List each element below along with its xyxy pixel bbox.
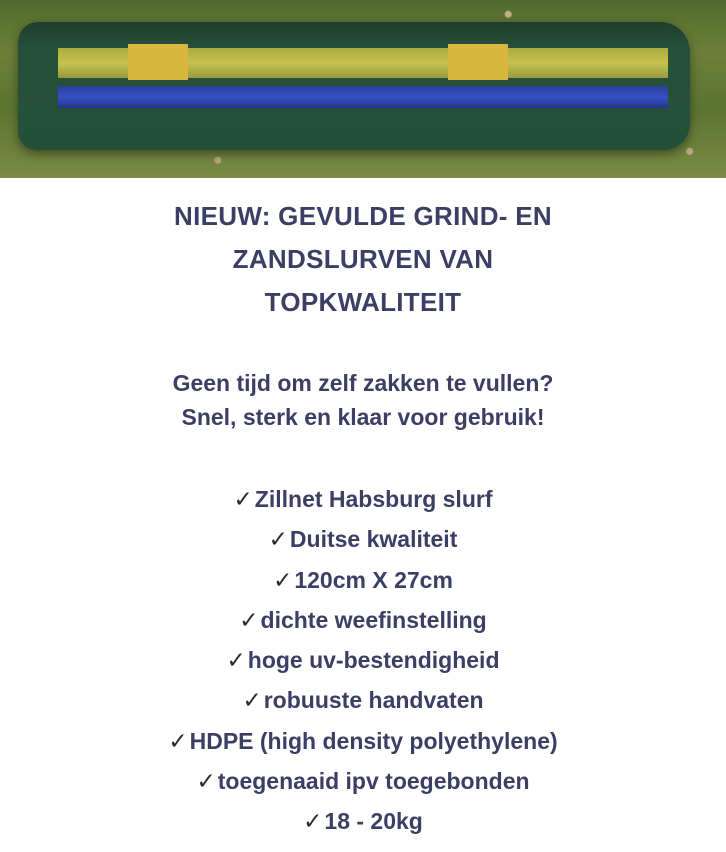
feature-text: HDPE (high density polyethylene)	[189, 727, 558, 754]
handle-patch	[128, 44, 188, 80]
feature-item	[0, 762, 726, 802]
feature-text: Duitse kwaliteit	[289, 526, 458, 553]
feature-item	[0, 722, 726, 762]
subtitle	[0, 366, 726, 434]
feature-item	[0, 802, 726, 842]
check-icon: ✓	[242, 688, 262, 715]
feature-text: toegenaaid ipv toegebonden	[217, 768, 530, 795]
feature-item	[0, 480, 726, 520]
feature-item	[0, 641, 726, 681]
feature-text: 18 - 20kg	[324, 808, 423, 835]
check-icon: ✓	[226, 648, 246, 675]
headline-line: TOPKWALITEIT	[264, 287, 462, 317]
handle-patch	[448, 44, 508, 80]
feature-item	[0, 520, 726, 560]
check-icon: ✓	[268, 527, 288, 554]
product-photo	[0, 0, 726, 178]
feature-item	[0, 681, 726, 721]
headline-line: NIEUW: GEVULDE GRIND- EN	[174, 201, 552, 231]
subtitle-line: Snel, sterk en klaar voor gebruik!	[181, 404, 545, 430]
sandbag-image	[18, 22, 690, 150]
feature-text: robuuste handvaten	[263, 687, 484, 714]
subtitle-line: Geen tijd om zelf zakken te vullen?	[172, 370, 554, 396]
feature-list	[0, 480, 726, 843]
feature-text: 120cm X 27cm	[294, 566, 453, 593]
feature-text: dichte weefinstelling	[260, 606, 487, 633]
blue-stripe	[58, 86, 668, 108]
feature-text: Zillnet Habsburg slurf	[254, 486, 493, 512]
check-icon: ✓	[273, 567, 293, 594]
feature-item	[0, 601, 726, 641]
check-icon: ✓	[303, 809, 323, 836]
check-icon: ✓	[233, 487, 253, 513]
headline	[0, 195, 726, 324]
headline-line: ZANDSLURVEN VAN	[232, 244, 494, 274]
feature-text: hoge uv-bestendigheid	[247, 647, 500, 674]
flyer-content	[0, 178, 726, 843]
feature-item	[0, 561, 726, 601]
check-icon: ✓	[239, 607, 259, 634]
check-icon: ✓	[196, 769, 216, 796]
check-icon: ✓	[168, 728, 188, 755]
